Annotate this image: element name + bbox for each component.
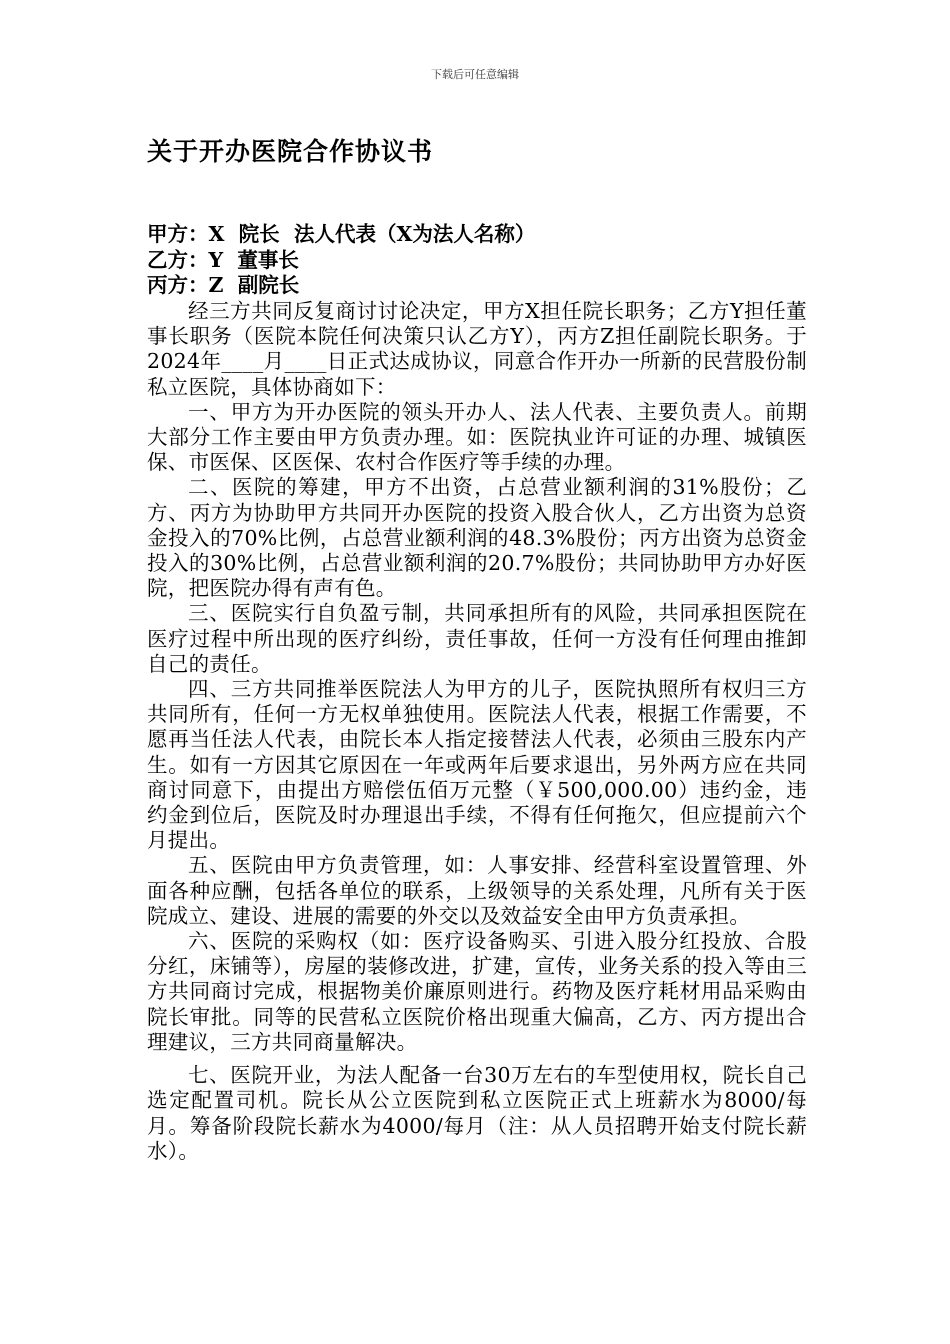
parties-list <box>147 222 807 299</box>
clause-1: 一、甲方为开办医院的领头开办人、法人代表、主要负责人。前期大部分工作主要由甲方负责办理。如：医院执业许可证的办理、城镇医保、市医保、区医保、农村合作医疗等手续的办理。 <box>147 399 807 475</box>
party-c: 丙方：Z 副院长 <box>147 273 300 297</box>
clause-4: 四、三方共同推举医院法人为甲方的儿子，医院执照所有权归三方共同所有，任何一方无权单独使用。医院法人代表，根据工作需要，不愿再当任法人代表，由院长本人指定接替法人代表，必须由三股东内产生。如有一方因其它原因在一年或两年后要求退出，另外两方应在共同商讨同意下，由提出方赔偿伍佰万元整（￥500,000.00）违约金，违约金到位后，医院及时办理退出手续，不得有任何拖欠，但应提前六个月提出。 <box>147 677 807 853</box>
document-title: 关于开办医院合作协议书 <box>147 137 434 166</box>
party-b: 乙方：Y 董事长 <box>147 247 299 272</box>
clause-3: 三、医院实行自负盈亏制，共同承担所有的风险，共同承担医院在医疗过程中所出现的医疗纠纷，责任事故，任何一方没有任何理由推卸自己的责任。 <box>147 601 807 676</box>
clause-5: 五、医院由甲方负责管理，如：人事安排、经营科室设置管理、外面各种应酬，包括各单位的联系，上级领导的关系处理，凡所有关于医院成立、建设、进展的需要的外交以及效益安全由甲方负责承担。 <box>147 853 807 928</box>
clause-6: 六、医院的采购权（如：医疗设备购买、引进入股分红投放、合股分红，床铺等），房屋的装修改进，扩建，宣传，业务关系的投入等由三方共同商讨完成，根据物美价廉原则进行。药物及医疗耗材用品采购由院长审批。同等的民营私立医院价格出现重大偏高，乙方、丙方提出合理建议，三方共同商量解决。 <box>147 929 807 1054</box>
party-a: 甲方：X 院长 法人代表（X为法人名称） <box>147 222 536 246</box>
page-header-note: 下载后可任意编辑 <box>431 68 519 81</box>
clause-7: 七、医院开业，为法人配备一台30万左右的车型使用权，院长自己选定配置司机。院长从公立医院到私立医院正式上班薪水为8000/每月。筹备阶段院长薪水为4000/每月（注：从人员招聘开始支付院长薪水）。 <box>147 1063 807 1163</box>
clause-2: 二、医院的筹建，甲方不出资，占总营业额利润的31%股份；乙方、丙方为协助甲方共同开办医院的投资入股合伙人，乙方出资为总资金投入的70%比例，占总营业额利润的48.3%股份；丙方出资为总资金投入的30%比例，占总营业额利润的20.7%股份；共同协助甲方办好医院，把医院办得有声有色。 <box>147 475 807 601</box>
agreement-body <box>147 299 807 1164</box>
intro-paragraph: 经三方共同反复商讨讨论决定，甲方X担任院长职务；乙方Y担任董事长职务（医院本院任何决策只认乙方Y），丙方Z担任副院长职务。于2024年____月____日正式达成协议，同意合作开办一所新的民营股份制私立医院，具体协商如下： <box>147 299 807 399</box>
